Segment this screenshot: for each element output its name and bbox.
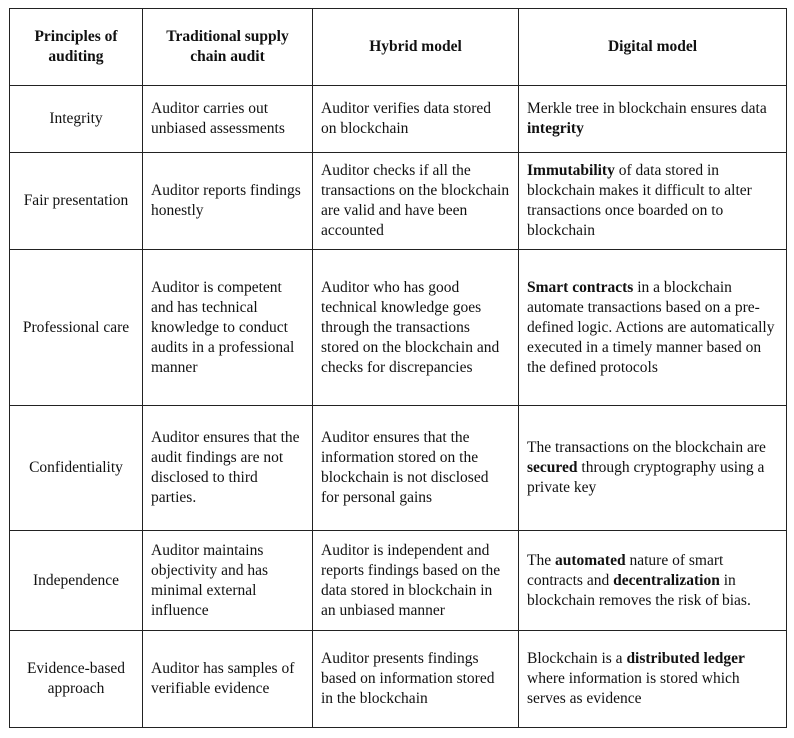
- cell-text: of data stored in blockchain makes it difficult to alter transactions once boarded on to blockchain: [527, 162, 752, 239]
- hybrid-cell: Auditor presents findings based on information stored in the blockchain: [313, 631, 519, 728]
- digital-cell: [519, 153, 787, 250]
- principle-cell: Fair presentation: [10, 153, 143, 250]
- table-row: [10, 631, 787, 728]
- header-digital: Digital model: [519, 9, 787, 86]
- hybrid-cell: Auditor checks if all the transactions on the blockchain are valid and have been accounted: [313, 153, 519, 250]
- audit-principles-table: [9, 8, 787, 728]
- emphasis-text: decentralization: [613, 571, 720, 589]
- table-row: [10, 531, 787, 631]
- table-row: [10, 153, 787, 250]
- digital-cell: [519, 531, 787, 631]
- header-row: [10, 9, 787, 86]
- emphasis-text: automated: [554, 551, 626, 569]
- digital-cell: [519, 250, 787, 406]
- cell-text: through cryptography using a private key: [527, 459, 765, 496]
- traditional-cell: Auditor reports findings honestly: [143, 153, 313, 250]
- cell-text: in a blockchain automate transactions based on a pre-defined logic. Actions are automatically executed in a timely manner based on the defined protocols: [527, 278, 775, 376]
- hybrid-cell: Auditor verifies data stored on blockchain: [313, 86, 519, 153]
- principle-cell: Confidentiality: [10, 406, 143, 531]
- cell-text: Merkle tree in blockchain ensures data: [527, 100, 767, 117]
- cell-text: nature of smart contracts and: [527, 551, 724, 589]
- header-traditional: Traditional supply chain audit: [143, 9, 313, 86]
- header-principles: Principles of auditing: [10, 9, 143, 86]
- emphasis-text: secured: [527, 459, 578, 476]
- cell-text: where information is stored which serves as evidence: [527, 670, 740, 707]
- emphasis-text: integrity: [527, 120, 584, 137]
- emphasis-text: Smart contracts: [527, 278, 634, 296]
- table-row: [10, 406, 787, 531]
- principle-cell: Professional care: [10, 250, 143, 406]
- traditional-cell: Auditor carries out unbiased assessments: [143, 86, 313, 153]
- principle-cell: Integrity: [10, 86, 143, 153]
- principle-cell: Evidence-based approach: [10, 631, 143, 728]
- traditional-cell: Auditor has samples of verifiable evidence: [143, 631, 313, 728]
- hybrid-cell: Auditor is independent and reports findings based on the data stored in blockchain in an unbiased manner: [313, 531, 519, 631]
- principle-cell: Independence: [10, 531, 143, 631]
- traditional-cell: Auditor ensures that the audit findings are not disclosed to third parties.: [143, 406, 313, 531]
- table-row: [10, 86, 787, 153]
- table-row: [10, 250, 787, 406]
- emphasis-text: Immutability: [527, 162, 615, 179]
- digital-cell: [519, 86, 787, 153]
- cell-text: The: [527, 551, 555, 569]
- emphasis-text: distributed ledger: [626, 650, 745, 667]
- cell-text: Blockchain is a: [527, 650, 627, 667]
- cell-text: in blockchain removes the risk of bias.: [527, 571, 751, 609]
- digital-cell: [519, 631, 787, 728]
- cell-text: The transactions on the blockchain are: [527, 439, 766, 456]
- hybrid-cell: Auditor who has good technical knowledge goes through the transactions stored on the blockchain and checks for discrepancies: [313, 250, 519, 406]
- traditional-cell: Auditor maintains objectivity and has minimal external influence: [143, 531, 313, 631]
- digital-cell: [519, 406, 787, 531]
- header-hybrid: Hybrid model: [313, 9, 519, 86]
- hybrid-cell: Auditor ensures that the information stored on the blockchain is not disclosed for personal gains: [313, 406, 519, 531]
- traditional-cell: Auditor is competent and has technical knowledge to conduct audits in a professional manner: [143, 250, 313, 406]
